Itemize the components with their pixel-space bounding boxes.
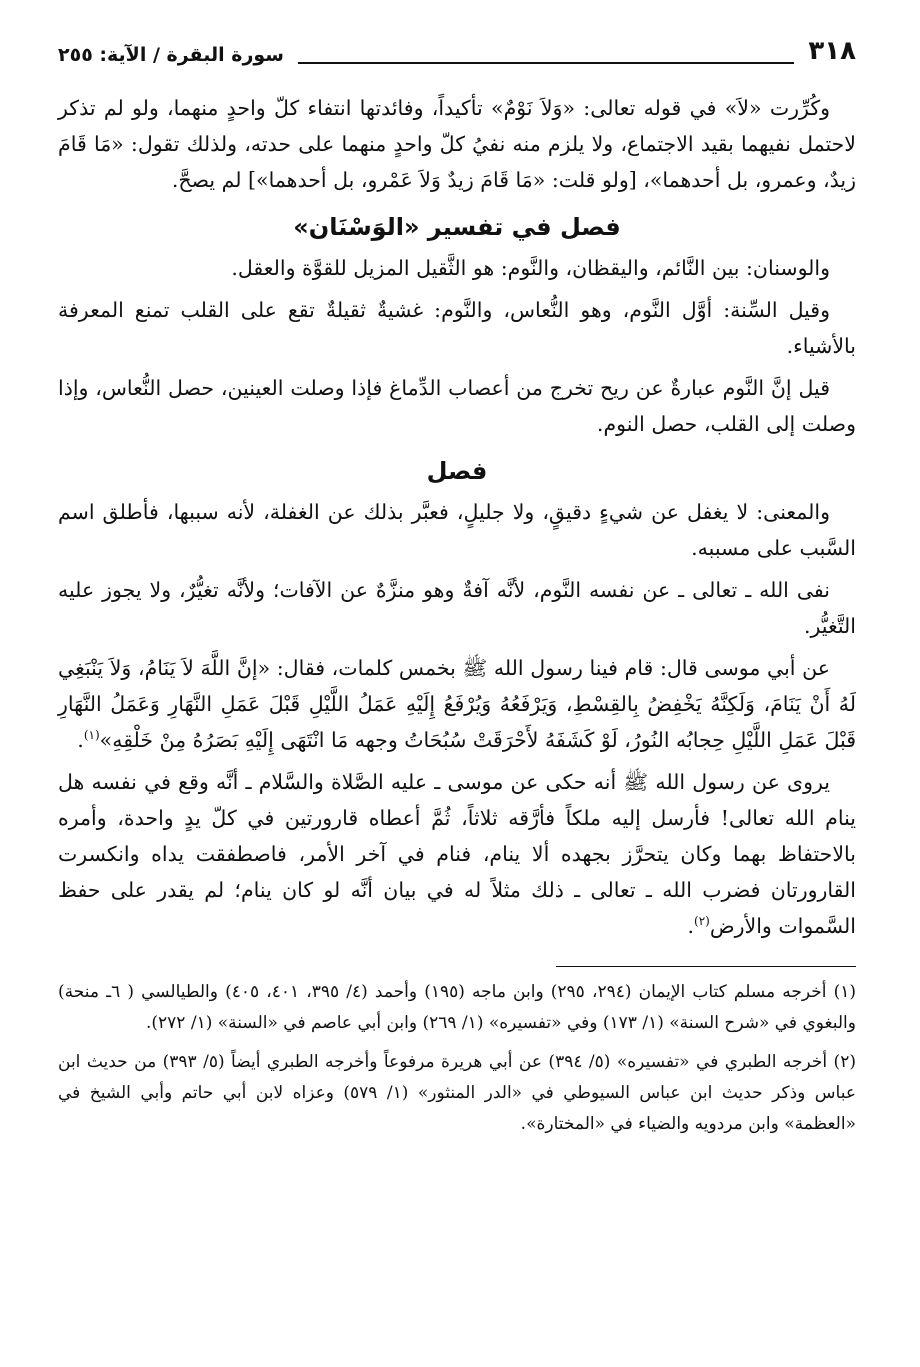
paragraph-sleep-cause: قيل إنَّ النَّوم عبارةٌ عن ريح تخرج من أعصاب الدِّماغ فإذا وصلت العينين، حصل النُّعاس، وإذا وصلت إلى القلب، حصل النوم. (58, 376, 856, 436)
footnote-ref-1[interactable]: (١) (83, 728, 100, 743)
paragraph-wasnan-definition: والوسنان: بين النَّائم، واليقظان، والنَّوم: هو الثَّقيل المزيل للقوَّة والعقل. (231, 256, 830, 280)
footnote-ref-2[interactable]: (٢) (694, 914, 710, 929)
paragraph-meaning: والمعنى: لا يغفل عن شيءٍ دقيقٍ، ولا جليلٍ، فعبَّر بذلك عن الغفلة، لأنه سببها، فأطلق اسم السَّبب على مسببه. (58, 500, 856, 560)
paragraph-musa-story (58, 764, 856, 944)
paragraph-abu-musa-hadith (58, 650, 856, 758)
footnote-2: (٢) أخرجه الطبري في «تفسيره» (٥/ ٣٩٤) عن أبي هريرة مرفوعاً وأخرجه الطبري أيضاً (٥/ ٣٩٣) من حديث ابن عباس وذكر حديث ابن عباس السيوطي في «الدر المنثور» (١/ ٥٧٩) وعزاه لابن أبي حاتم وأبي الشيخ في «العظمة» وابن مردويه والضياء في «المختارة». (58, 1052, 856, 1134)
story-text: يروى عن رسول الله ﷺ أنه حكى عن موسى ـ عليه الصَّلاة والسَّلام ـ أنَّه وقع في نفسه هل ينام الله تعالى! فأرسل إليه ملكاً فأرَّقه ثلاثاً، ثُمَّ أعطاه قارورتين في كلّ يدٍ واحدة، وأمره بالاحتفاظ بهما وكان يتحرَّز بجهده ألا ينام، فنام في آخر الأمر، فاصطفقت يداه وانكسرت القارورتان فضرب الله ـ تعالى ـ ذلك مثلاً له في بيان أنَّه لو كان ينام؛ لم يقدر على حفظ السَّموات والأرض (58, 770, 856, 938)
hadith-end: . (77, 728, 84, 752)
paragraph-sina-definition: وقيل السِّنة: أوَّل النَّوم، وهو النُّعاس، والنَّوم: غشيةٌ ثقيلةٌ تقع على القلب تمنع المعرفة بالأشياء. (58, 298, 856, 358)
footnote-separator (556, 966, 856, 967)
paragraph-negation-sleep: نفى الله ـ تعالى ـ عن نفسه النَّوم، لأنَّه آفةٌ وهو منزَّهٌ عن الآفات؛ ولأنَّه تغيُّرٌ، ولا يجوز عليه التَّغيُّر. (58, 578, 856, 638)
paragraph-repetition-la: وكُرِّرت «لاَ» في قوله تعالى: «وَلاَ نَوْمٌ» تأكيداً، وفائدتها انتفاء كلّ واحدٍ منهما، ولو لم تذكر لاحتمل نفيهما بقيد الاجتماع، ولا يلزم منه نفيُ كلّ واحدٍ منهما على حدته، ولذلك تقول: «مَا قَامَ زيدٌ، وعمرو، بل أحدهما»، [ولو قلت: «مَا قَامَ زيدٌ وَلاَ عَمْرو، بل أحدهما»] لم يصحَّ. (58, 96, 856, 192)
section-heading-fasl: فصل (426, 457, 488, 485)
section-heading-wasnan: فصل في تفسير «الوَسْنَان» (293, 213, 621, 241)
page-header (58, 26, 856, 70)
hadith-text: عن أبي موسى قال: قام فينا رسول الله ﷺ بخمس كلمات، فقال: «إنَّ اللَّهَ لاَ يَنَامُ، وَلاَ يَنْبَغِي لَهُ أَنْ يَنَامَ، وَلَكِنَّهُ يَخْفِضُ بِالقِسْطِ، وَيَرْفَعُهُ وَيُرْفَعُ إِلَيْهِ عَمَلُ اللَّيْلِ قَبْلَ عَمَلِ النَّهَارِ وَعَمَلُ النَّهَارِ قَبْلَ عَمَلِ اللَّيْلِ حِجابُه النُورُ، لَوْ كَشَفَهُ لأَحْرَقَتْ سُبُحَاتُ وجهه مَا انْتَهَى إِلَيْهِ بَصَرُهُ مِنْ خَلْقِهِ» (58, 656, 856, 752)
page-number: ٣١٨ (808, 36, 856, 66)
header-rule (298, 62, 794, 64)
story-end: . (687, 914, 695, 938)
footnote-1: (١) أخرجه مسلم كتاب الإيمان (٢٩٤، ٢٩٥) وابن ماجه (١٩٥) وأحمد (٤/ ٣٩٥، ٤٠١، ٤٠٥) والطيالسي ( ٦ـ منحة) والبغوي في «شرح السنة» (١/ ١٧٣) وفي «تفسيره» (١/ ٢٦٩) وابن أبي عاصم في «السنة» (١/ ٢٧٢). (58, 982, 856, 1033)
running-title: سورة البقرة / الآية: ٢٥٥ (58, 44, 284, 66)
